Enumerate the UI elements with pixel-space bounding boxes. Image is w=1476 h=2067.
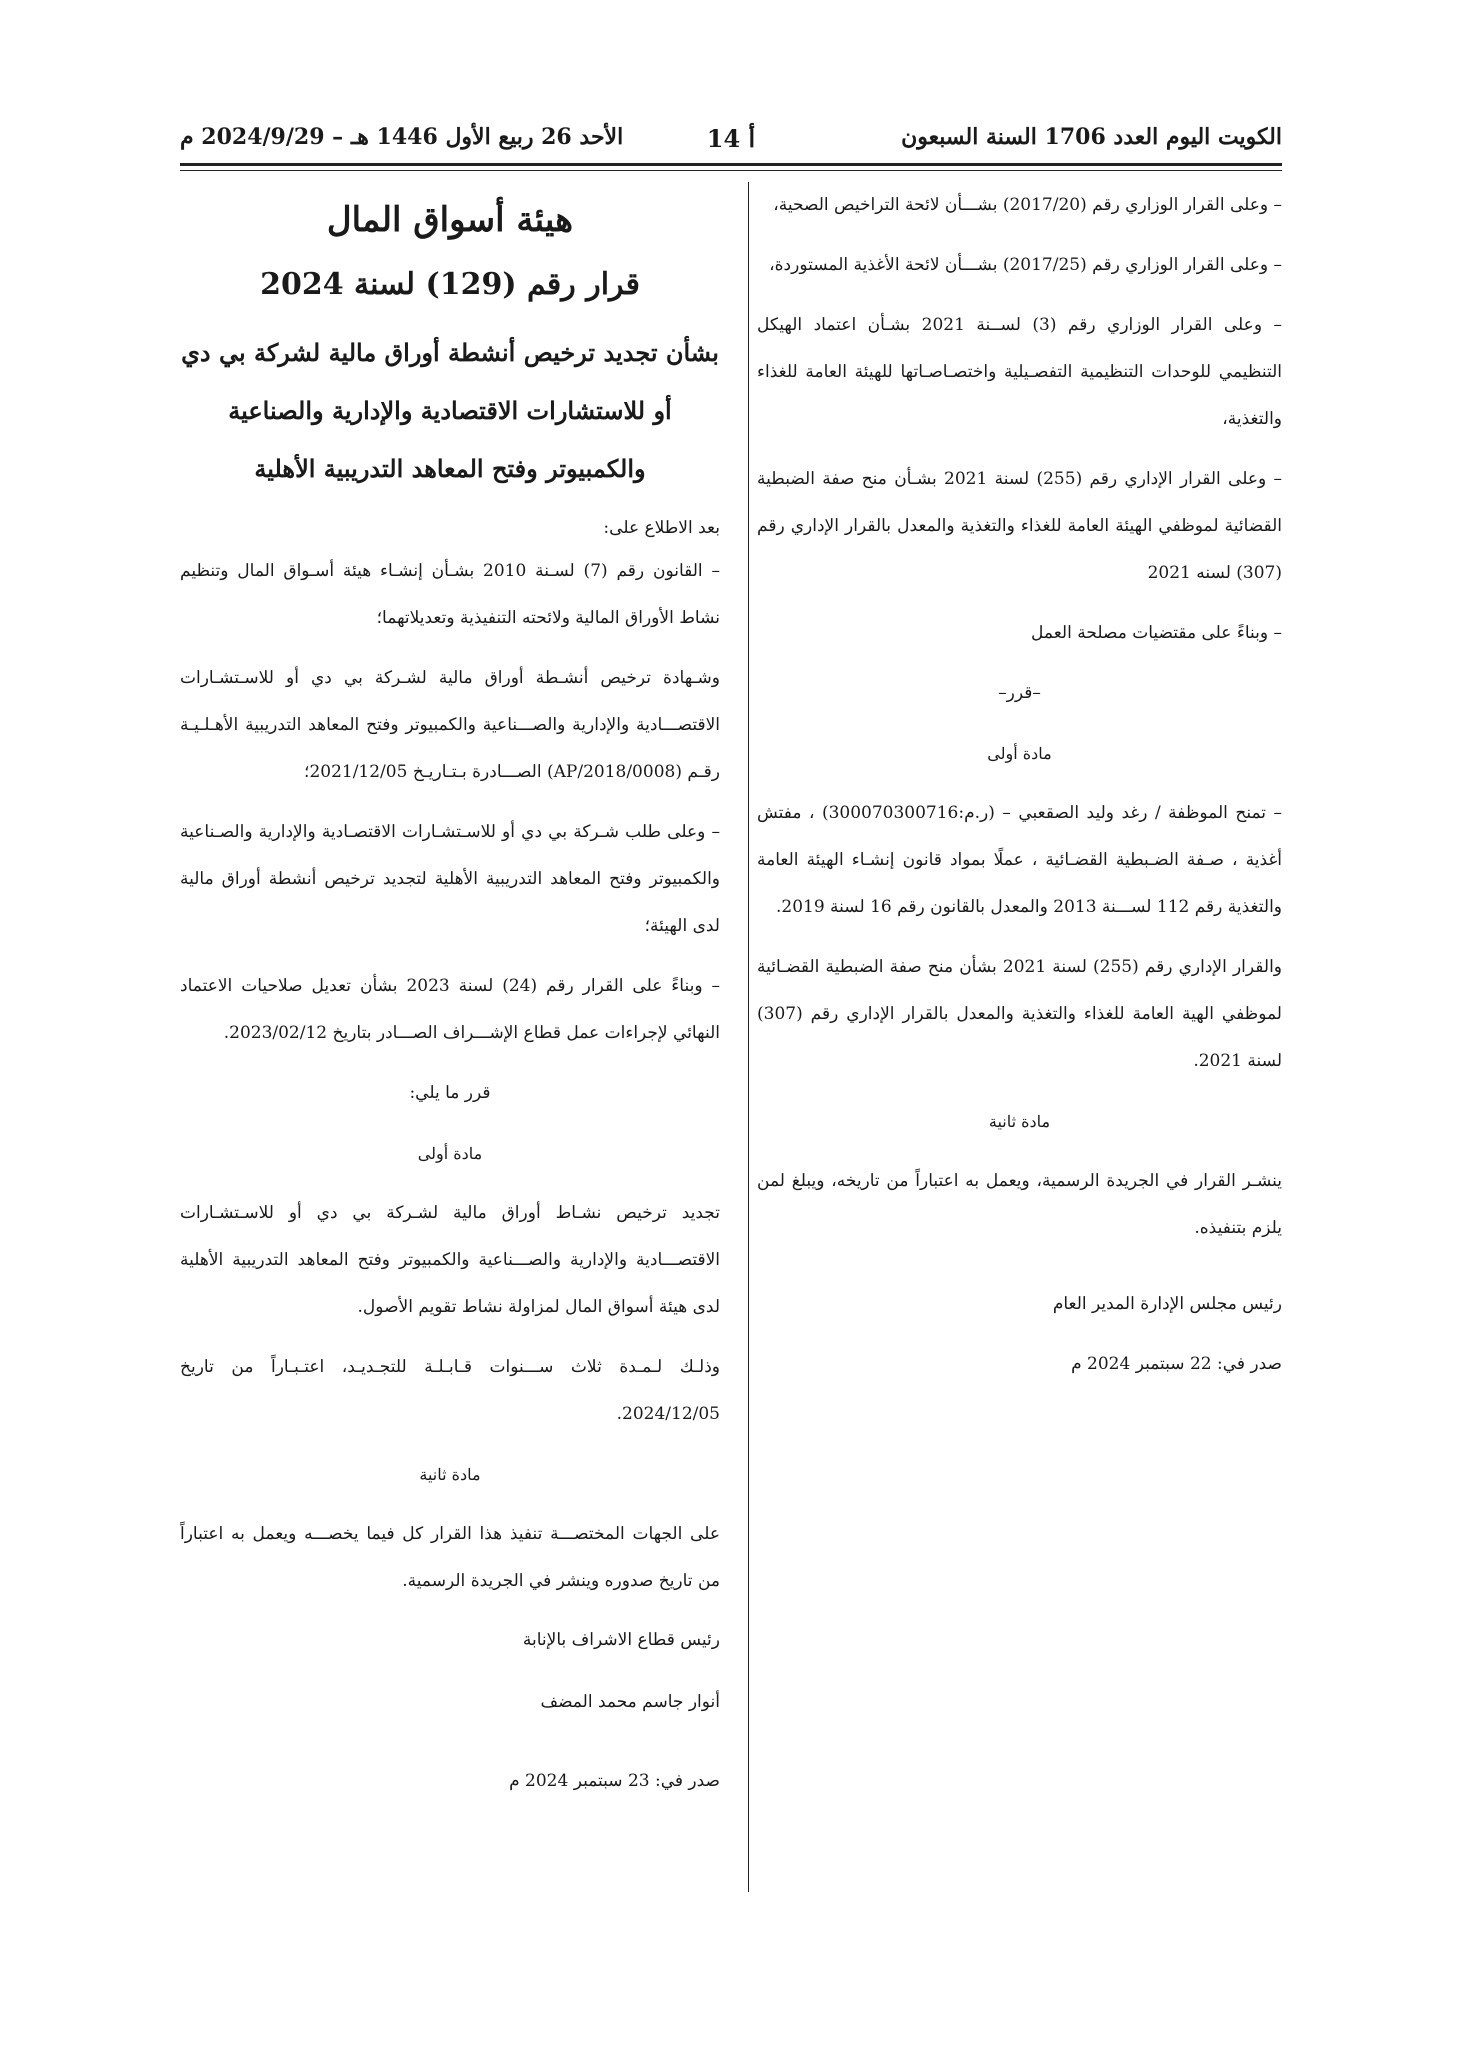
recital-paragraph: – وعلى طلب شـركة بي دي أو للاسـتشـارات الاقتصـادية والإدارية والصـناعية والكمبيوتر وفتح المعاهد التدريبية الأهلية لتجديد ترخيص أنشطة أوراق مالية لدى الهيئة؛ (180, 822, 720, 936)
left-column (180, 182, 720, 1818)
decision-subject: بشأن تجديد ترخيص أنشطة أوراق مالية لشركة بي دي أو للاستشارات الاقتصادية والإدارية والصناعية والكمبيوتر وفتح المعاهد التدريبية الأهلية (181, 338, 719, 483)
decided-heading: قرر ما يلي: (409, 1083, 491, 1103)
recital-paragraph: – وعلى القرار الوزاري رقم (2017/20) بشـــأن لائحة التراخيص الصحية، (773, 195, 1282, 215)
article-paragraph: تجديد ترخيص نشـاط أوراق مالية لشـركة بي دي أو للاسـتشـارات الاقتصـــادية والإدارية والصـــناعية والكمبيوتر وفتح المعاهد التدريبية الأهلية لدى هيئة أسواق المال لمزاولة نشاط تقويم الأصول. (180, 1203, 720, 1317)
recital-paragraph: – وبناءً على مقتضيات مصلحة العمل (1031, 623, 1282, 643)
recital-paragraph: – وبناءً على القرار رقم (24) لسنة 2023 بشأن تعديل صلاحيات الاعتماد النهائي لإجراءات عمل قطاع الإشـــراف الصـــادر بتاريخ 2023/02/12. (180, 976, 720, 1043)
decision-title: قرار رقم (129) لسنة 2024 (260, 267, 640, 302)
signature-title: رئيس قطاع الاشراف بالإنابة (522, 1630, 720, 1650)
issued-date: صدر في: 22 سبتمبر 2024 م (1071, 1354, 1282, 1374)
decision-heading: –قرر– (998, 683, 1041, 703)
article-paragraph: – تمنح الموظفة / رغد وليد الصقعبي – (ر.م:300070300716) ، مفتش أغذية ، صـفة الضـبطية القضـائية ، عملًا بمواد قانون إنشـاء الهيئة العامة والتغذية رقم 112 لســـنة 2013 والمعدل بالقانون رقم 16 لسنة 2019. (757, 803, 1282, 917)
header-rule-thin (180, 170, 1282, 171)
authority-title: هيئة أسواق المال (326, 200, 574, 240)
signature-name: أنوار جاسم محمد المضف (540, 1692, 720, 1712)
recital-paragraph: وشـهادة ترخيص أنشـطة أوراق مالية لشـركة بي دي أو للاسـتشـارات الاقتصـــادية والإدارية والصـــناعية والكمبيوتر وفتح المعاهد التدريبية الأهـلـيـة رقـم (AP/2018/0008) الصـــادرة بـتـاريـخ 2021/12/05؛ (180, 668, 720, 782)
recital-paragraph: – وعلى القرار الوزاري رقم (2017/25) بشـــأن لائحة الأغذية المستوردة، (769, 255, 1282, 275)
header-rule-thick (180, 163, 1282, 166)
recital-paragraph: – القانون رقم (7) لسـنة 2010 بشـأن إنشـاء هيئة أسـواق المال وتنظيم نشاط الأوراق المالية ولائحته التنفيذية وتعديلاتهما؛ (180, 561, 720, 628)
intro-text: بعد الاطلاع على: (603, 518, 720, 538)
recital-paragraph: – وعلى القرار الإداري رقم (255) لسنة 2021 بشـأن منح صفة الضبطية القضائية لموظفي الهيئة العامة للغذاء والتغذية والمعدل بالقرار الإداري رقم (307) لسنه 2021 (757, 469, 1282, 583)
article-paragraph: ينشـر القرار في الجريدة الرسمية، ويعمل به اعتباراً من تاريخه، ويبلغ لمن يلزم بتنفيذه. (757, 1171, 1282, 1238)
recital-paragraph: – وعلى القرار الوزاري رقم (3) لســنة 2021 بشـأن اعتماد الهيكل التنظيمي للوحدات التنظيمية التفصـيلية واختصـاصـاتها للهيئة العامة للغذاء والتغذية، (757, 315, 1282, 429)
header-page-number: أ 14 (706, 124, 756, 153)
article-title: مادة ثانية (988, 1112, 1051, 1131)
article-title: مادة أولى (987, 744, 1052, 763)
article-paragraph: والقرار الإداري رقم (255) لسنة 2021 بشأن منح صفة الضبطية القضـائية لموظفي الهية العامة للغذاء والتغذية والمعدل بالقرار الإداري رقم (307) لسنة 2021. (757, 957, 1283, 1071)
column-divider (748, 182, 749, 1892)
article-title: مادة ثانية (419, 1465, 481, 1484)
right-column (757, 182, 1282, 1401)
signature-title: رئيس مجلس الإدارة المدير العام (1052, 1294, 1282, 1314)
article-paragraph: وذلـك لـمـدة ثلاث ســـنوات قـابـلـة للتجـديـد، اعتـبـاراً من تاريخ 2024/12/05. (180, 1357, 720, 1424)
article-title: مادة أولى (417, 1144, 483, 1163)
page-header (180, 124, 1282, 164)
issued-date: صدر في: 23 سبتمبر 2024 م (509, 1771, 720, 1791)
header-issue: الكويت اليوم العدد 1706 السنة السبعون (901, 124, 1282, 150)
header-date: الأحد 26 ربيع الأول 1446 هـ – 2024/9/29 م (180, 124, 624, 150)
article-paragraph: على الجهات المختصـــة تنفيذ هذا القرار كل فيما يخصـــه ويعمل به اعتباراً من تاريخ صدوره وينشر في الجريدة الرسمية. (180, 1524, 720, 1591)
